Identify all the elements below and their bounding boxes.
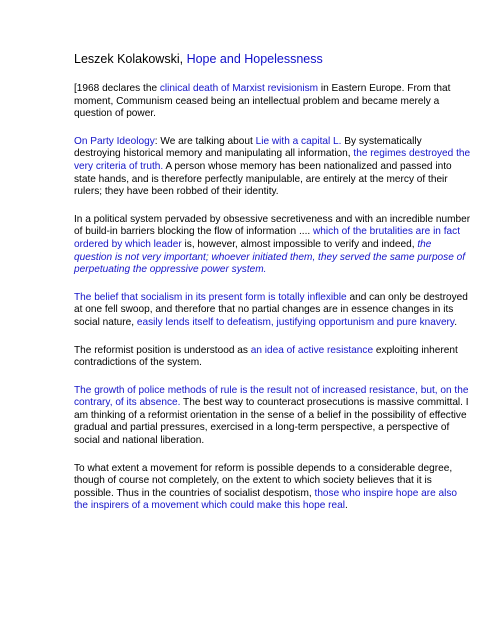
p5-text-a: The reformist position is understood as: [74, 344, 251, 356]
paragraph-1: [74, 83, 471, 121]
p7-text-a: To what extent a movement for reform is possible depends to a considerable degree, though of course not completely, on the extent to which society believes that it is possible. Thus in the countries of socialist despotism,: [74, 462, 453, 499]
paragraph-3: [74, 214, 471, 277]
p4-text-b: and can only be destroyed at one fell swoop, and therefore that no partial changes are in essence changes in its social nature,: [74, 291, 468, 328]
p1-text-c: in Eastern Europe. From that moment, Communism ceased being an intellectual problem and became merely a question of power.: [74, 83, 451, 120]
paragraph-5: [74, 345, 471, 370]
p1-text-a: [1968 declares the: [74, 83, 160, 94]
title-work: Hope and Hopelessness: [186, 52, 323, 66]
p4-text-d: .: [454, 316, 458, 328]
p2-highlight-e: the regimes destroyed the very criteria of truth.: [74, 148, 471, 172]
p3-highlight-d: the question is not very important; whoever initiated them, they served the same purpose of perpetuating the oppressive power system.: [74, 238, 466, 276]
p2-heading: On Party Ideology: [74, 135, 155, 147]
p7-highlight-b: those who inspire hope are also the inspirers of a movement which could make this hope real: [74, 487, 458, 512]
p4-highlight-a: The belief that socialism in its present form is totally inflexible: [74, 291, 347, 303]
p5-highlight-b: an idea of active resistance: [250, 344, 374, 356]
title-author: Leszek Kolakowski,: [74, 52, 187, 66]
p3-text-c: is, however, almost impossible to verify and indeed,: [181, 238, 418, 250]
p2-text-f: A person whose memory has been nationalized and passed into state hands, and is therefore perfectly manipulable, are entirely at the mercy of their rulers; they have been robbed of their identity.: [74, 160, 452, 198]
p6-highlight-a: The growth of police methods of rule is the result not of increased resistance, but, on the contrary, of its absence.: [74, 384, 469, 409]
p3-highlight-b: which of the brutalities are in fact ordered by which leader: [74, 226, 460, 250]
page-title: [74, 52, 471, 67]
p3-text-a: In a political system pervaded by obsessive secretiveness and with an incredible number of build-in barriers blocking the flow of information ....: [74, 213, 471, 238]
p5-text-c: exploiting inherent contradictions of the system.: [74, 344, 458, 369]
paragraph-4: [74, 292, 471, 330]
p4-highlight-c: easily lends itself to defeatism, justifying opportunism and pure knavery: [136, 316, 455, 328]
p6-text-b: The best way to counteract prosecutions is massive committal. I am thinking of a reformist orientation in the sense of a belief in the possibility of effective gradual and partial pressures, exercised in a long-term perspective, a perspective of social and national liberation.: [74, 397, 469, 447]
p1-highlight-b: clinical death of Marxist revisionism: [159, 83, 319, 94]
p2-text-d: By systematically destroying historical memory and manipulating all information,: [74, 135, 422, 160]
p2-highlight-c: Lie with a capital L.: [255, 135, 342, 147]
paragraph-6: [74, 385, 471, 448]
p7-text-c: .: [344, 500, 348, 512]
paragraph-2: [74, 136, 471, 199]
paragraph-7: [74, 463, 471, 513]
p2-text-b: : We are talking about: [154, 135, 256, 147]
